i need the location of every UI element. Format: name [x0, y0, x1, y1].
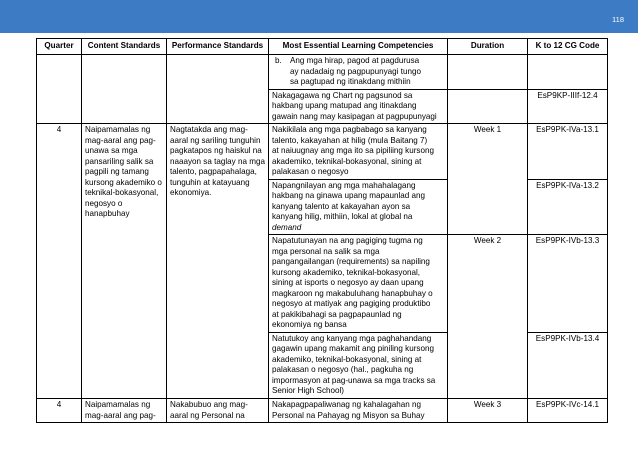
- competency-cell: [269, 124, 448, 180]
- performance-line: tunguhin at katayuang: [170, 177, 250, 187]
- header-performance-standards: Performance Standards: [167, 39, 269, 55]
- content-line: unawa sa mga: [85, 146, 138, 156]
- cg-code-cell: EsP9PK-IVc-14.1: [528, 398, 608, 422]
- performance-line: aaral ng sariling tunguhin: [170, 135, 261, 145]
- header-content-standards: Content Standards: [82, 39, 167, 55]
- duration-cell-empty: [448, 55, 528, 90]
- competency-line: impormasyon at pag-unawa sa mga tracks sa: [272, 375, 436, 385]
- competency-cell: [269, 398, 448, 422]
- page-header-bar: [0, 0, 638, 33]
- performance-standards-cell-empty: [167, 55, 269, 124]
- competency-line: Senior High School): [272, 386, 344, 396]
- content-standards-cell: [82, 398, 167, 422]
- competency-line: sa pagtupad ng itinakdang mithiin: [290, 77, 411, 87]
- content-line: teknikal-bokasyonal,: [85, 188, 159, 198]
- competency-line: mga personal na salik sa mga: [272, 246, 380, 256]
- curriculum-guide-table: [36, 38, 608, 423]
- content-line: hanapbuhay: [85, 209, 130, 219]
- content-standards-cell-empty: [82, 55, 167, 124]
- table-header-row: [37, 39, 608, 55]
- page-number: 118: [612, 15, 624, 24]
- competency-line: Personal na Pahayag ng Misyon sa Buhay: [272, 410, 425, 420]
- code-cell-empty: [528, 55, 608, 90]
- content-line: Naipamamalas ng: [85, 125, 151, 135]
- cg-code-cell: EsP9PK-IVa-13.1: [528, 124, 608, 180]
- performance-line: Nagtatakda ang mag-: [170, 125, 248, 135]
- content-line: Naipamamalas ng: [85, 399, 151, 409]
- content-line: negosyo o: [85, 198, 123, 208]
- competency-line: akademiko, teknikal-bokasyonal, sining at: [272, 156, 422, 166]
- content-line: pansariling salik sa: [85, 156, 154, 166]
- quarter-cell: 4: [37, 398, 82, 422]
- competency-cell: [269, 89, 448, 124]
- content-line: mag-aaral ang pag-: [85, 135, 156, 145]
- competency-cell: [269, 179, 448, 235]
- competency-line: kanyang talento at kakayahan ayon sa: [272, 201, 411, 211]
- duration-cell: Week 2: [448, 235, 528, 399]
- duration-cell: Week 1: [448, 124, 528, 235]
- duration-cell: Week 3: [448, 398, 528, 422]
- competency-line: Nakikilala ang mga pagbabago sa kanyang: [272, 125, 427, 135]
- cg-code-cell: EsP9PK-IVb-13.4: [528, 332, 608, 398]
- competency-line: sining at isports o negosyo ay daan upang: [272, 278, 424, 288]
- header-duration: Duration: [448, 39, 528, 55]
- competency-line: hakbang na ginawa upang mapaunlad ang: [272, 191, 426, 201]
- competency-line: pangangailangan (requirements) sa napiling: [272, 257, 430, 267]
- competency-line: talento, kakayahan at hilig (mula Baitang 7): [272, 135, 428, 145]
- competency-line: negosyo at matiyak ang pagiging produktibo: [272, 299, 431, 309]
- competency-line: Natutukoy ang kanyang mga paghahandang: [272, 333, 432, 343]
- content-standards-cell: [82, 124, 167, 399]
- performance-standards-cell: [167, 398, 269, 422]
- performance-line: aaral ng Personal na: [170, 410, 245, 420]
- competency-line: akademiko, teknikal-bokasyonal, sining at: [272, 354, 422, 364]
- competency-cell: [269, 55, 448, 90]
- competency-line: palakasan o negosyo (hal., pagkuha ng: [272, 365, 414, 375]
- quarter-cell-empty: [37, 55, 82, 124]
- competency-line: kursong akademiko, teknikal-bokasyonal,: [272, 267, 421, 277]
- competency-line: kanyang hilig, mithiin, lokal at global na: [272, 212, 413, 222]
- header-cg-code: K to 12 CG Code: [528, 39, 608, 55]
- header-most-essential-learning-competencies: Most Essential Learning Competencies: [269, 39, 448, 55]
- list-marker: b.: [275, 56, 282, 65]
- competency-line: gagawin upang makamit ang piniling kursong: [272, 344, 434, 354]
- performance-line: talento, pagpapahalaga,: [170, 167, 257, 177]
- duration-cell-empty: [448, 89, 528, 124]
- competency-line: Ang mga hirap, pagod at pagdurusa: [290, 56, 420, 65]
- cg-code-cell: EsP9PK-IVb-13.3: [528, 235, 608, 333]
- competency-cell: [269, 332, 448, 398]
- cg-code-cell: EsP9PK-IVa-13.2: [528, 179, 608, 235]
- performance-line: pagkatapos ng haiskul na: [170, 146, 262, 156]
- table-row: [37, 124, 608, 180]
- competency-line: Napangnilayan ang mga mahahalagang: [272, 180, 416, 190]
- content-line: pagpili ng tamang: [85, 167, 149, 177]
- competency-line: at naiuugnay ang mga ito sa pipiliing kursong: [272, 146, 434, 156]
- performance-line: ekonomiya.: [170, 188, 212, 198]
- competency-line: at pakikibahagi sa pagpapaunlad ng: [272, 309, 402, 319]
- competency-line: Nakagagawa ng Chart ng pagsunod sa: [272, 90, 413, 100]
- header-quarter: Quarter: [37, 39, 82, 55]
- competency-line: gawain nang may kasipagan at pagpupunyagi: [272, 111, 437, 121]
- content-line: mag-aaral ang pag-: [85, 410, 156, 420]
- performance-line: naaayon sa taglay na mga: [170, 156, 265, 166]
- competency-line-italic: demand: [272, 222, 302, 232]
- performance-line: Nakabubuo ang mag-: [170, 399, 248, 409]
- table-row: [37, 398, 608, 422]
- competency-line: ay nadadaig ng pagpupunyagi tungo: [290, 66, 421, 76]
- competency-line: ekonomiya ng bansa: [272, 320, 347, 330]
- competency-cell: [269, 235, 448, 333]
- cg-code-cell: EsP9KP-IIIf-12.4: [528, 89, 608, 124]
- competency-line: palakasan o negosyo: [272, 167, 349, 177]
- content-line: kursong akademiko o: [85, 177, 162, 187]
- competency-line: Nakapagpapaliwanag ng kahalagahan ng: [272, 399, 421, 409]
- performance-standards-cell: [167, 124, 269, 399]
- competency-line: hakbang upang matupad ang itinakdang: [272, 101, 417, 111]
- quarter-cell: 4: [37, 124, 82, 399]
- competency-line: magkaroon ng makabuluhang hanapbuhay o: [272, 288, 433, 298]
- competency-line: Napatutunayan na ang pagiging tugma ng: [272, 236, 423, 246]
- table-row: [37, 55, 608, 90]
